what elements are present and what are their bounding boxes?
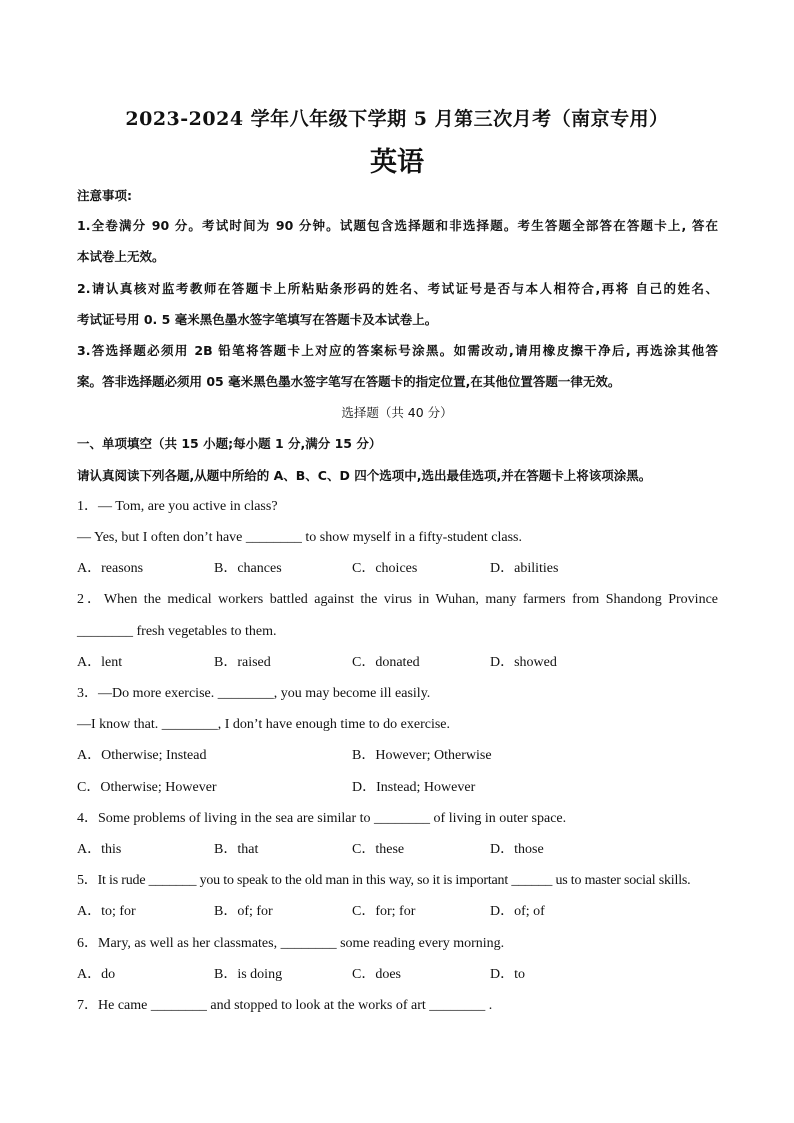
notice-item-3-line-1: 3.答选择题必须用 2B 铅笔将答题卡上对应的答案标号涂黑。如需改动,请用橡皮擦干净后, 再选涂其他答 [77,343,718,358]
notice-heading: 注意事项: [77,188,132,203]
part-title: 一、单项填空（共 15 小题;每小题 1 分,满分 15 分） [77,436,382,451]
question-1-option-c: C．choices [352,561,418,576]
question-2-option-c: C．donated [352,655,420,670]
question-2-option-d: D．showed [490,655,557,670]
question-5-option-b: B．of; for [214,904,273,919]
question-3-option-b: B．However; Otherwise [352,748,492,763]
question-5-stem-line-1: 5．It is rude _______ you to speak to the old man in this way, so it is important ______ us to master social skills. [77,873,691,888]
notice-item-1-line-2: 本试卷上无效。 [77,249,165,264]
question-6-option-b: B．is doing [214,967,283,982]
question-6-option-a: A．do [77,967,116,982]
question-1-option-d: D．abilities [490,561,559,576]
question-4-option-c: C．these [352,842,405,857]
question-3-option-c: C．Otherwise; However [77,780,217,795]
notice-item-2-line-1: 2.请认真核对监考教师在答题卡上所粘贴条形码的姓名、考试证号是否与本人相符合,再将 自己的姓名、 [77,281,718,296]
question-2-option-b: B．raised [214,655,271,670]
question-2-stem-line-2: ________ fresh vegetables to them. [77,624,277,639]
question-5-option-c: C．for; for [352,904,416,919]
section-title: 选择题（共 40 分） [341,405,453,420]
question-5-option-d: D．of; of [490,904,545,919]
question-6-stem-line-1: 6．Mary, as well as her classmates, ________ some reading every morning. [77,936,505,951]
question-3-stem-line-1: 3．—Do more exercise. ________, you may become ill easily. [77,686,431,701]
question-7-stem-line-1: 7．He came ________ and stopped to look at the works of art ________ . [77,998,493,1013]
exam-title: 2023-2024 学年八年级下学期 5 月第三次月考（南京专用） [125,108,669,130]
part-instruction: 请认真阅读下列各题,从题中所给的 A、B、C、D 四个选项中,选出最佳选项,并在答题卡上将该项涂黑。 [77,468,652,483]
question-3-option-a: A．Otherwise; Instead [77,748,207,763]
question-3-stem-line-2: —I know that. ________, I don’t have enough time to do exercise. [77,717,450,732]
question-6-option-d: D．to [490,967,525,982]
question-4-option-b: B．that [214,842,259,857]
question-2-option-a: A．lent [77,655,123,670]
question-5-option-a: A．to; for [77,904,136,919]
question-4-stem-line-1: 4．Some problems of living in the sea are similar to ________ of living in outer space. [77,811,567,826]
question-1-option-a: A．reasons [77,561,144,576]
question-4-option-a: A．this [77,842,122,857]
question-4-option-d: D．those [490,842,544,857]
question-6-option-c: C．does [352,967,401,982]
question-2-stem-line-1: 2．When the medical workers battled against the virus in Wuhan, many farmers from Shandong Province [77,592,718,607]
question-1-stem-line-2: — Yes, but I often don’t have ________ to show myself in a fifty-student class. [77,530,522,545]
question-1-stem-line-1: 1．— Tom, are you active in class? [77,499,278,514]
exam-subject: 英语 [370,147,424,178]
question-3-option-d: D．Instead; However [352,780,476,795]
notice-item-1-line-1: 1.全卷满分 90 分。考试时间为 90 分钟。试题包含选择题和非选择题。考生答题全部答在答题卡上, 答在 [77,218,718,233]
notice-item-2-line-2: 考试证号用 0. 5 毫米黑色墨水签字笔填写在答题卡及本试卷上。 [77,312,438,327]
notice-item-3-line-2: 案。答非选择题必须用 05 毫米黑色墨水签字笔写在答题卡的指定位置,在其他位置答题一律无效。 [77,374,621,389]
question-1-option-b: B．chances [214,561,282,576]
